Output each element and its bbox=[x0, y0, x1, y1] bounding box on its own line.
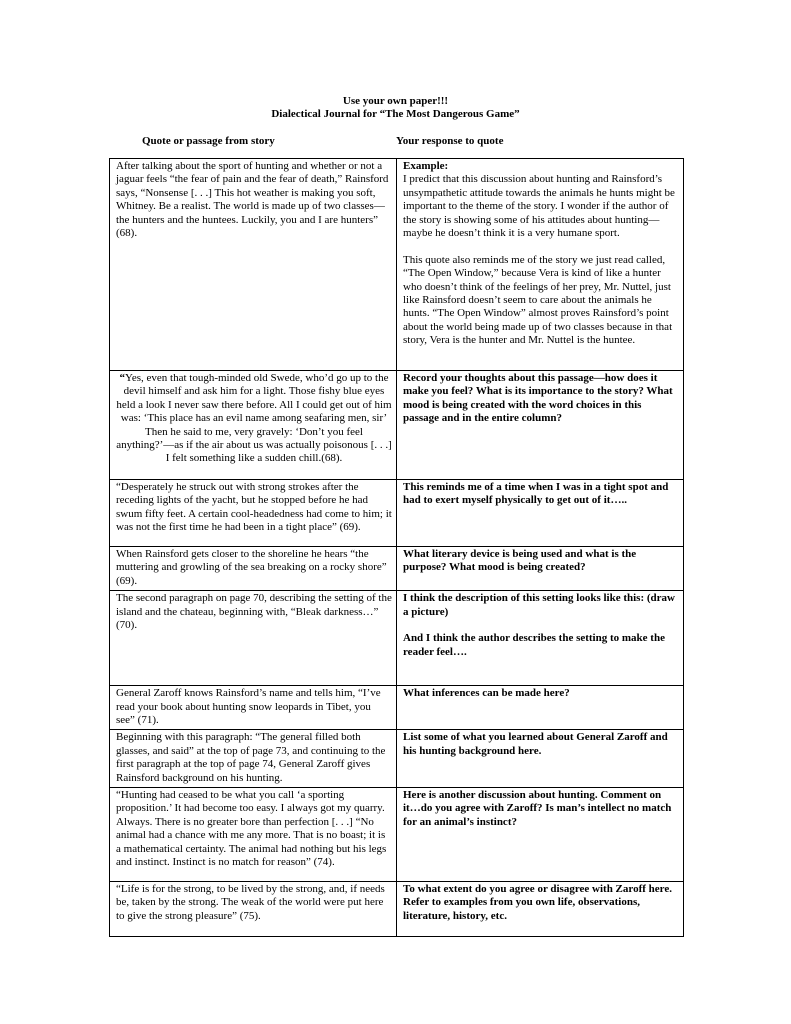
table-row bbox=[110, 480, 684, 547]
page-instruction: Use your own paper!!! bbox=[342, 95, 449, 107]
example-response-text: I predict that this discussion about hunting and Rainsford’s unsympathetic attitude towards the animals he hunts might be important to the theme of the story. I wonder if the author of the story is showing some of his attitudes about hunting—maybe he doesn’t think it is a very humane sport. This quote also reminds me of the story we just read called, “The Open Window,” because Vera is kind of like a hunter who doesn’t think of the feelings of her prey, Mr. Nuttel, just like Rainsford doesn’t seem to care about the animals he hunts. “The Open Window” almost proves Rainsford’s point about the world being made up of two classes because in that story, Vera is the hunter and Mr. Nuttel is the huntee. bbox=[403, 173, 675, 347]
quote-cell: “Life is for the strong, to be lived by the strong, and, if needs be, taken by the strong. The weak of the world were put here to give the strong pleasure” (75). bbox=[110, 882, 397, 937]
quote-text: Yes, even that tough-minded old Swede, who’d go up to the devil himself and ask him for a light. Those fishy blue eyes held a look I never saw there before. All I could get out of him was: ‘This place has an evil name among seafaring men, sir’ Then he said to me, very gravely: ‘Don’t you feel anything?’—as if the air about us was actually poisonous [. . .] I felt something like a sudden chill.(68). bbox=[116, 372, 392, 465]
table-row bbox=[110, 686, 684, 730]
quote-cell bbox=[110, 371, 397, 480]
response-cell: I think the description of this setting looks like this: (draw a picture) And I think the author describes the setting to make the reader feel…. bbox=[397, 591, 684, 686]
opening-quote-mark: “ bbox=[119, 372, 126, 384]
quote-cell: General Zaroff knows Rainsford’s name and tells him, “I’ve read your book about hunting snow leopards in Tibet, you see” (71). bbox=[110, 686, 397, 730]
table-row bbox=[110, 730, 684, 788]
response-cell: What literary device is being used and what is the purpose? What mood is being created? bbox=[397, 547, 684, 591]
table-row bbox=[110, 591, 684, 686]
example-label: Example: bbox=[403, 160, 449, 172]
quote-cell: “Desperately he struck out with strong strokes after the receding lights of the yacht, but he stopped before he had swum fifty feet. A certain cool-headedness had come to him; it was not the first time he had been in a tight place” (69). bbox=[110, 480, 397, 547]
response-cell: Record your thoughts about this passage—how does it make you feel? What is its importance to the story? What mood is being created with the word choices in this passage and in the entire column? bbox=[397, 371, 684, 480]
journal-table bbox=[109, 158, 684, 937]
table-row bbox=[110, 159, 684, 371]
quote-cell: “Hunting had ceased to be what you call ‘a sporting proposition.’ It had become too easy. I always got my quarry. Always. There is no greater bore than perfection [. . .] “No animal had a chance with me any more. That is no boast; it is a mathematical certainty. The animal had nothing but his legs and instinct. Instinct is no match for reason” (74). bbox=[110, 788, 397, 882]
response-cell bbox=[397, 159, 684, 371]
page-title: Dialectical Journal for “The Most Dangerous Game” bbox=[271, 108, 520, 120]
table-row bbox=[110, 371, 684, 480]
quote-column-heading: Quote or passage from story bbox=[142, 135, 275, 147]
response-cell: To what extent do you agree or disagree with Zaroff here. Refer to examples from you own life, observations, literature, history, etc. bbox=[397, 882, 684, 937]
response-column-heading: Your response to quote bbox=[396, 135, 504, 147]
table-row bbox=[110, 882, 684, 937]
quote-cell: When Rainsford gets closer to the shoreline he hears “the muttering and growling of the sea breaking on a rocky shore” (69). bbox=[110, 547, 397, 591]
quote-cell: Beginning with this paragraph: “The general filled both glasses, and said” at the top of page 73, and continuing to the first paragraph at the top of page 74, General Zaroff gives Rainsford background on his hunting. bbox=[110, 730, 397, 788]
response-cell: This reminds me of a time when I was in a tight spot and had to exert myself physically to get out of it….. bbox=[397, 480, 684, 547]
quote-cell: After talking about the sport of hunting and whether or not a jaguar feels “the fear of pain and the fear of death,” Rainsford says, “Nonsense [. . .] This hot weather is making you soft, Whitney. Be a realist. The world is made up of two classes—the hunters and the huntees. Luckily, you and I are hunters” (68). bbox=[110, 159, 397, 371]
quote-cell: The second paragraph on page 70, describing the setting of the island and the chateau, beginning with, “Bleak darkness…” (70). bbox=[110, 591, 397, 686]
response-cell: List some of what you learned about General Zaroff and his hunting background here. bbox=[397, 730, 684, 788]
response-cell: Here is another discussion about hunting. Comment on it…do you agree with Zaroff? Is man’s intellect no match for an animal’s instinct? bbox=[397, 788, 684, 882]
table-row bbox=[110, 788, 684, 882]
table-row bbox=[110, 547, 684, 591]
response-cell: What inferences can be made here? bbox=[397, 686, 684, 730]
